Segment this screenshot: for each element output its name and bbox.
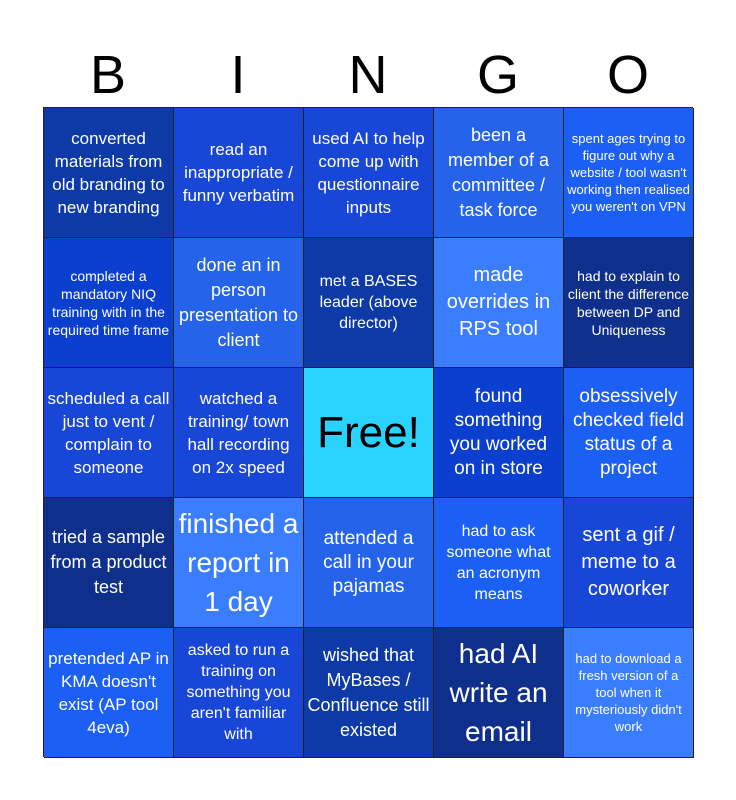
- bingo-cell-5[interactable]: [564, 108, 694, 238]
- bingo-cell-12[interactable]: [174, 368, 304, 498]
- cell-text: had to explain to client the difference between DP and Uniqueness: [567, 267, 690, 338]
- cell-text: obsessively checked field status of a project: [573, 385, 684, 479]
- bingo-card-grid: [43, 107, 693, 757]
- bingo-cell-25[interactable]: [564, 628, 694, 758]
- cell-text: had to ask someone what an acronym means: [446, 522, 551, 603]
- bingo-cell-free[interactable]: [304, 368, 434, 498]
- bingo-cell-3[interactable]: [304, 108, 434, 238]
- cell-text: found something you worked on in store: [449, 385, 548, 479]
- bingo-cell-11[interactable]: [44, 368, 174, 498]
- cell-text: pretended AP in KMA doesn't exist (AP tool 4eva): [48, 648, 169, 737]
- free-space-text: Free!: [317, 407, 420, 457]
- header-letter-o: O: [606, 45, 649, 105]
- bingo-cell-7[interactable]: [174, 238, 304, 368]
- cell-text: spent ages trying to figure out why a website / tool wasn't working then realised you weren't on VPN: [567, 131, 690, 214]
- bingo-cell-15[interactable]: [564, 368, 694, 498]
- cell-text: been a member of a committee / task force: [447, 124, 550, 220]
- cell-text: asked to run a training on something you aren't familiar with: [186, 642, 291, 743]
- cell-text: sent a gif / meme to a coworker: [581, 524, 676, 600]
- header-letter-b: B: [89, 45, 127, 105]
- bingo-cell-18[interactable]: [304, 498, 434, 628]
- bingo-cell-1[interactable]: [44, 108, 174, 238]
- bingo-cell-8[interactable]: [304, 238, 434, 368]
- cell-text: tried a sample from a product test: [50, 527, 167, 597]
- bingo-cell-23[interactable]: [304, 628, 434, 758]
- bingo-cell-21[interactable]: [44, 628, 174, 758]
- cell-text: converted materials from old branding to new branding: [52, 128, 165, 217]
- bingo-cell-16[interactable]: [44, 498, 174, 628]
- bingo-cell-10[interactable]: [564, 238, 694, 368]
- cell-text: completed a mandatory NIQ training with in the required time frame: [47, 267, 170, 338]
- bingo-cell-9[interactable]: [434, 238, 564, 368]
- cell-text: scheduled a call just to vent / complain to someone: [47, 388, 170, 477]
- cell-text: watched a training/ town hall recording on 2x speed: [187, 388, 290, 477]
- bingo-header: [43, 42, 693, 108]
- header-letter-n: N: [348, 45, 388, 105]
- bingo-cell-19[interactable]: [434, 498, 564, 628]
- cell-text: attended a call in your pajamas: [323, 527, 414, 597]
- bingo-cell-14[interactable]: [434, 368, 564, 498]
- cell-text: finished a report in 1 day: [178, 508, 299, 617]
- cell-text: had AI write an email: [449, 638, 548, 747]
- cell-text: wished that MyBases / Confluence still existed: [307, 644, 430, 740]
- bingo-cell-17[interactable]: [174, 498, 304, 628]
- bingo-cell-2[interactable]: [174, 108, 304, 238]
- bingo-cell-4[interactable]: [434, 108, 564, 238]
- header-letter-g: G: [476, 45, 519, 105]
- cell-text: had to download a fresh version of a tool when it mysteriously didn't work: [575, 651, 682, 734]
- cell-text: used AI to help come up with questionnaire inputs: [312, 128, 425, 217]
- bingo-cell-6[interactable]: [44, 238, 174, 368]
- cell-text: read an inappropriate / funny verbatim: [182, 140, 295, 205]
- header-letter-i: I: [230, 45, 246, 105]
- bingo-cell-20[interactable]: [564, 498, 694, 628]
- bingo-cell-22[interactable]: [174, 628, 304, 758]
- cell-text: done an in person presentation to client: [178, 254, 299, 350]
- cell-text: met a BASES leader (above director): [319, 273, 418, 332]
- bingo-cell-24[interactable]: [434, 628, 564, 758]
- cell-text: made overrides in RPS tool: [446, 264, 551, 340]
